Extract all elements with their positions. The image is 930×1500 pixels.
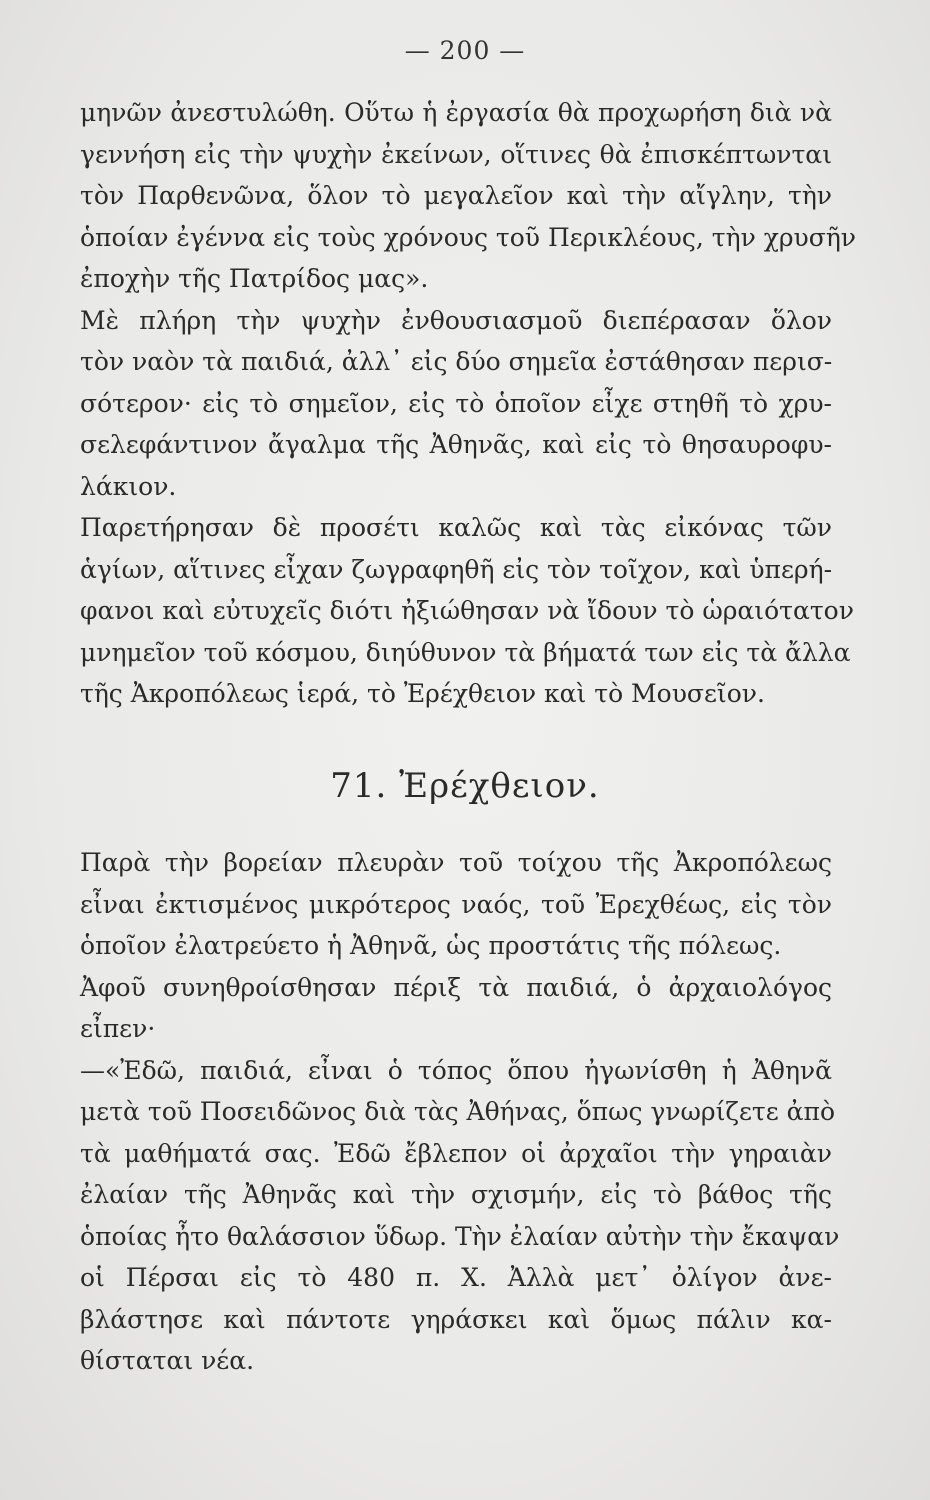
text-line: λάκιον.	[80, 471, 177, 501]
text-line: τὸν ναὸν τὰ παιδιά, ἀλλ᾽ εἰς δύο σημεῖα ἐστάθησαν περισ-	[80, 347, 833, 376]
text-line: τῆς Ἀκροπόλεως ἱερά, τὸ Ἐρέχθειον καὶ τὸ Μουσεῖον.	[80, 679, 765, 708]
text-line: μηνῶν ἀνεστυλώθη. Οὕτω ἡ ἐργασία θὰ προχωρήση διὰ νὰ	[80, 98, 832, 127]
text-line: —«Ἐδῶ, παιδιά, εἶναι ὁ τόπος ὅπου ἠγωνίσθη ἡ Ἀθηνᾶ	[80, 1055, 832, 1085]
text-block-top	[80, 92, 857, 715]
text-line: θίσταται νέα.	[80, 1346, 255, 1375]
text-line: ὁποῖον ἐλατρεύετο ἡ Ἀθηνᾶ, ὡς προστάτις τῆς πόλεως.	[80, 931, 782, 960]
text-line: οἱ Πέρσαι εἰς τὸ 480 π. Χ. Ἀλλὰ μετ᾽ ὀλίγον ἀνε-	[80, 1263, 832, 1292]
text-line: τὰ μαθήματά σας. Ἐδῶ ἔβλεπον οἱ ἀρχαῖοι τὴν γηραιὰν	[80, 1138, 832, 1168]
text-line: τὸν Παρθενῶνα, ὅλον τὸ μεγαλεῖον καὶ τὴν αἴγλην, τὴν	[80, 181, 832, 210]
text-line: Παρὰ τὴν βορείαν πλευρὰν τοῦ τοίχου τῆς Ἀκροπόλεως	[80, 848, 832, 877]
text-line: Μὲ πλήρη τὴν ψυχὴν ἐνθουσιασμοῦ διεπέρασαν ὅλον	[80, 305, 832, 335]
text-line: μετὰ τοῦ Ποσειδῶνος διὰ τὰς Ἀθήνας, ὅπως γνωρίζετε ἀπὸ	[80, 1097, 836, 1126]
text-line: ἐλαίαν τῆς Ἀθηνᾶς καὶ τὴν σχισμήν, εἰς τὸ βάθος τῆς	[80, 1180, 832, 1209]
page-number: — 200 —	[404, 36, 526, 65]
text-line: φανοι καὶ εὐτυχεῖς διότι ἠξιώθησαν νὰ ἴδουν τὸ ὡραιότατον	[80, 596, 854, 625]
text-line: μνημεῖον τοῦ κόσμου, διηύθυνον τὰ βήματά των εἰς τὰ ἄλλα	[80, 637, 851, 667]
text-block-bottom	[80, 842, 840, 1382]
text-line: εἶναι ἐκτισμένος μικρότερος ναός, τοῦ Ἐρεχθέως, εἰς τὸν	[80, 889, 832, 919]
text-line: βλάστησε καὶ πάντοτε γηράσκει καὶ ὅμως πάλιν κα-	[80, 1304, 832, 1334]
text-line: σότερον· εἰς τὸ σημεῖον, εἰς τὸ ὁποῖον εἶχε στηθῆ τὸ χρυ-	[80, 388, 832, 418]
text-line: Παρετήρησαν δὲ προσέτι καλῶς καὶ τὰς εἰκόνας τῶν	[80, 513, 832, 542]
text-line: Ἀφοῦ συνηθροίσθησαν πέριξ τὰ παιδιά, ὁ ἀρχαιολόγος	[80, 972, 832, 1002]
text-line: σελεφάντινον ἄγαλμα τῆς Ἀθηνᾶς, καὶ εἰς τὸ θησαυροφυ-	[80, 430, 832, 459]
text-line: ἁγίων, αἵτινες εἶχαν ζωγραφηθῆ εἰς τὸν τοῖχον, καὶ ὑπερή-	[80, 554, 833, 584]
text-line: ὁποίας ἦτο θαλάσσιον ὕδωρ. Τὴν ἐλαίαν αὐτὴν τὴν ἔκαψαν	[80, 1221, 840, 1251]
text-line: ἐποχὴν τῆς Πατρίδος μας».	[80, 264, 429, 293]
section-title: 71. Ἐρέχθειον.	[330, 766, 600, 806]
text-line: εἶπεν·	[80, 1014, 156, 1043]
text-line: γεννήση εἰς τὴν ψυχὴν ἐκείνων, οἵτινες θὰ ἐπισκέπτωνται	[80, 139, 832, 169]
text-line: ὁποίαν ἐγέννα εἰς τοὺς χρόνους τοῦ Περικλέους, τὴν χρυσῆν	[80, 222, 857, 252]
